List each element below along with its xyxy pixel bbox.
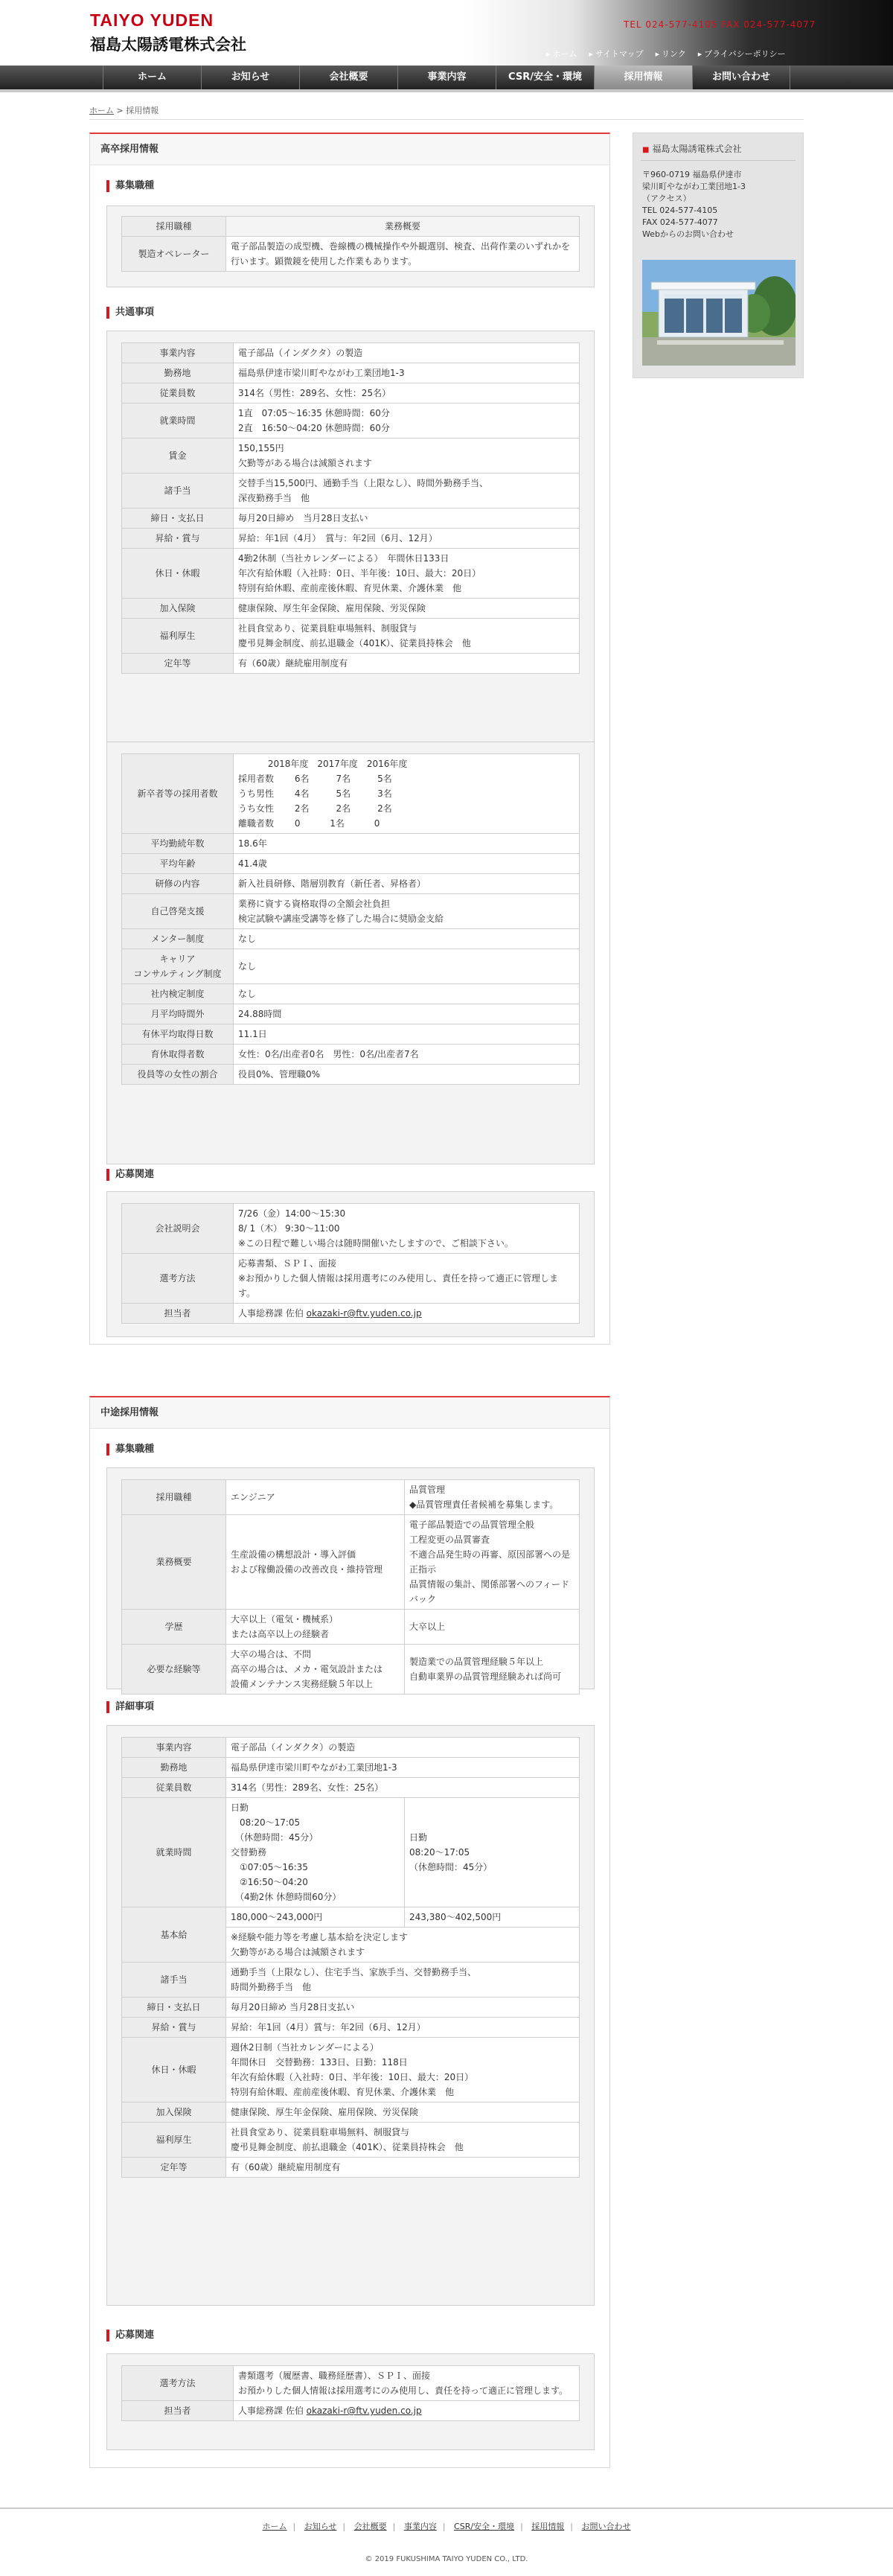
- row-value-text: 社員食堂あり、従業員駐車場無料、制服貸与 慶弔見舞金制度、前払退職金（401K）、従業員持株会 他: [238, 623, 471, 648]
- nav-business[interactable]: 事業内容: [397, 66, 496, 89]
- stats-table: [121, 753, 580, 1085]
- footer-recruit[interactable]: 採用情報: [531, 2522, 565, 2531]
- email-link[interactable]: okazaki-r@ftv.yuden.co.jp: [306, 1308, 422, 1319]
- row-value: 週休2日制（当社カレンダーによる） 年間休日 交替勤務：133日、日勤：118日 年次有給休暇（入社時：0日、半年後：10日、最大：20日） 特別有給休暇、産前産後休暇、育児休業、介護休業 他: [226, 2038, 580, 2102]
- row-value-text: 150,155円 欠勤等がある場合は減額されます: [238, 443, 373, 468]
- table-row: [122, 894, 580, 929]
- newgrad-apply-heading: 応募関連: [106, 1169, 154, 1181]
- row-label: 休日・休暇: [122, 549, 234, 599]
- table-row: [122, 439, 580, 474]
- row-value-text: 役員0%、管理職0%: [238, 1069, 321, 1080]
- row-value: [234, 404, 580, 439]
- row-label: 必要な経験等: [122, 1645, 226, 1695]
- row-label: 学歴: [122, 1610, 226, 1645]
- row-value-text: 2018年度 2017年度 2016年度 採用者数 6名 7名 5名 うち男性 4名 5名 3名 うち女性 2名 2名 2名 離職者数 0 1名 0: [238, 759, 408, 829]
- mid-detail-table: [121, 1737, 580, 2178]
- row-label: 締日・支払日: [122, 508, 234, 529]
- midcareer-panel: [89, 1396, 610, 2468]
- row-value-text: 41.4歳: [238, 858, 267, 869]
- row-value-engineer: 大卒以上（電気・機械系） または高卒以上の経験者: [226, 1610, 405, 1645]
- row-value-text: 有（60歳）継続雇用制度有: [238, 658, 348, 669]
- util-link-link[interactable]: ▶ リンク: [656, 48, 686, 60]
- nav-home[interactable]: ホーム: [103, 66, 201, 89]
- row-label: 従業員数: [122, 383, 234, 404]
- row-label: 加入保険: [122, 2102, 226, 2123]
- newgrad-panel: [89, 133, 610, 1345]
- row-label: 福利厚生: [122, 619, 234, 654]
- company-name[interactable]: 福島太陽誘電株式会社: [90, 36, 246, 54]
- row-value: [234, 1204, 580, 1254]
- row-value-text: 新入社員研修、階層別教育（新任者、昇格者）: [238, 879, 426, 889]
- footer-home[interactable]: ホーム: [262, 2522, 287, 2531]
- table-row: [122, 2158, 580, 2178]
- row-value-quality: 大卒以上: [405, 1610, 580, 1645]
- table-row: [122, 1024, 580, 1045]
- table-row: [122, 929, 580, 949]
- table-row: [122, 1778, 580, 1798]
- row-label: 従業員数: [122, 1778, 226, 1798]
- common-table: [121, 342, 580, 674]
- row-value: [234, 654, 580, 674]
- row-value: [234, 2401, 580, 2421]
- util-privacy-link[interactable]: ▶ プライバシーポリシー: [698, 48, 786, 60]
- table-row: [122, 1254, 580, 1304]
- row-label: 賃金: [122, 439, 234, 474]
- row-label: キャリア コンサルティング制度: [122, 949, 234, 984]
- breadcrumb-separator: >: [114, 106, 127, 115]
- row-value: [234, 549, 580, 599]
- newgrad-title: 高卒採用情報: [90, 134, 609, 165]
- table-row: [122, 984, 580, 1004]
- table-row: [122, 2038, 580, 2102]
- sidebar-divider: [641, 160, 796, 161]
- row-value-quality: 品質管理 ◆品質管理責任者候補を募集します。: [405, 1480, 580, 1515]
- row-value-text: 書類選考（履歴書、職務経歴書）、ＳＰＩ、面接 お預かりした個人情報は採用選考にのみ使用し、責任を持って適正に管理します。: [238, 2371, 569, 2396]
- nav-divider: [0, 89, 893, 92]
- util-sitemap-link[interactable]: ▶ サイトマップ: [589, 48, 643, 60]
- row-value: [234, 1304, 580, 1324]
- row-label: 勤務地: [122, 1758, 226, 1778]
- row-value-text: 4勤2休制（当社カレンダーによる） 年間休日133日 年次有給休暇（入社時：0日、半年後：10日、最大：20日） 特別有給休暇、産前産後休暇、育児休業、介護休業 他: [238, 553, 481, 593]
- col-job: 採用職種: [122, 217, 226, 237]
- row-value: [234, 363, 580, 383]
- footer-company[interactable]: 会社概要: [353, 2522, 387, 2531]
- row-value: [234, 1254, 580, 1304]
- util-home-link[interactable]: ▶ ホーム: [546, 48, 577, 60]
- breadcrumb: [89, 104, 159, 116]
- row-value: 有（60歳）継続雇用制度有: [226, 2158, 580, 2178]
- row-value: [234, 754, 580, 834]
- mid-detail-heading: 詳細事項: [106, 1701, 154, 1713]
- row-label: 事業内容: [122, 343, 234, 363]
- row-value-engineer: 大卒の場合は、不問 高卒の場合は、メカ・電気設計または 設備メンテナンス実務経験５年以上: [226, 1645, 405, 1695]
- row-value: [234, 929, 580, 949]
- row-value: 昇給：年1回（4月）賞与：年2回（6月、12月）: [226, 2018, 580, 2038]
- row-label: 研修の内容: [122, 874, 234, 894]
- table-row: [122, 949, 580, 984]
- company-sidebar: [633, 133, 804, 378]
- row-label: 会社説明会: [122, 1204, 234, 1254]
- table-row: [122, 1998, 580, 2018]
- table-row: [122, 754, 580, 834]
- row-label: 就業時間: [122, 1798, 226, 1907]
- nav-news[interactable]: お知らせ: [201, 66, 299, 89]
- building-photo: [642, 260, 796, 366]
- row-value-engineer: 生産設備の構想設計・導入評価 および稼働設備の改善改良・維持管理: [226, 1515, 405, 1610]
- midcareer-title: 中途採用情報: [90, 1397, 609, 1429]
- building-illustration: [642, 260, 796, 366]
- table-row: [122, 1515, 580, 1610]
- sidebar-company-info[interactable]: 〒960-0719 福島県伊達市 梁川町やながわ工業団地1-3 （アクセス） TEL 024-577-4105 FAX 024-577-4077 Webからのお問い合わせ: [642, 170, 746, 239]
- row-value-text: 福島県伊達市梁川町やながわ工業団地1-3: [238, 368, 405, 378]
- breadcrumb-home[interactable]: ホーム: [89, 106, 114, 115]
- table-row: [122, 2366, 580, 2401]
- brand-logo[interactable]: TAIYO YUDEN: [90, 10, 214, 30]
- row-value-text: 電子部品（インダクタ）の製造: [238, 348, 363, 358]
- newgrad-apply-table: [121, 1203, 580, 1324]
- row-value-quality: 電子部品製造での品質管理全般 工程変更の品質審査 不適合品発生時の再審、原因部署への是正指示 品質情報の集計、関係部署へのフィードバック: [405, 1515, 580, 1610]
- row-label: 事業内容: [122, 1738, 226, 1758]
- row-value: [234, 1045, 580, 1065]
- row-label: 加入保険: [122, 599, 234, 619]
- site-header: [0, 0, 893, 66]
- nav-recruit[interactable]: 採用情報: [594, 66, 692, 89]
- table-row: [122, 1045, 580, 1065]
- table-row: [122, 1798, 580, 1907]
- utility-nav: [534, 48, 786, 60]
- row-label: 役員等の女性の割合: [122, 1065, 234, 1085]
- mid-recruit-table: [121, 1479, 580, 1695]
- table-row: [122, 1963, 580, 1998]
- row-label: 締日・支払日: [122, 1998, 226, 2018]
- row-value-engineer: エンジニア: [226, 1480, 405, 1515]
- table-row: [122, 2018, 580, 2038]
- row-value: [234, 508, 580, 529]
- row-value: 通勤手当（上限なし）、住宅手当、家族手当、交替勤務手当、 時間外勤務手当 他: [226, 1963, 580, 1998]
- row-value-text: なし: [238, 961, 257, 972]
- row-label: 平均年齢: [122, 854, 234, 874]
- row-value: 314名（男性：289名、女性：25名）: [226, 1778, 580, 1798]
- footer-csr[interactable]: CSR/安全・環境: [454, 2522, 515, 2531]
- newgrad-recruit-heading: 募集職種: [106, 180, 154, 192]
- row-label: 担当者: [122, 1304, 234, 1324]
- row-value: 毎月20日締め 当月28日支払い: [226, 1998, 580, 2018]
- row-label: 休日・休暇: [122, 2038, 226, 2102]
- row-value: [234, 474, 580, 508]
- table-row: [122, 343, 580, 363]
- email-link[interactable]: okazaki-r@ftv.yuden.co.jp: [306, 2406, 422, 2416]
- breadcrumb-current: 採用情報: [126, 106, 159, 115]
- job-name: 製造オペレーター: [122, 237, 226, 272]
- table-row: [122, 1738, 580, 1758]
- row-value: [234, 343, 580, 363]
- hours-engineer: 日勤 08:20～17:05 （休憩時間：45分） 交替勤務 ①07:05～16:35 ②16:50～04:20 （4勤2休 休憩時間60分）: [226, 1798, 405, 1907]
- table-row: [122, 1304, 580, 1324]
- global-nav: [0, 66, 893, 89]
- table-row: [122, 363, 580, 383]
- row-value-text: 健康保険、厚生年金保険、雇用保険、労災保険: [238, 603, 426, 613]
- row-value-text: 11.1日: [238, 1029, 267, 1039]
- header-contact: TEL 024-577-4105 FAX 024-577-4077: [624, 19, 816, 30]
- row-value-text: 314名（男性：289名、女性：25名）: [238, 388, 391, 398]
- row-value-text: 24.88時間: [238, 1009, 282, 1019]
- row-label: 就業時間: [122, 404, 234, 439]
- footer-contact[interactable]: お問い合わせ: [581, 2522, 631, 2531]
- row-value-text: 女性：0名/出産者0名 男性：0名/出産者7名: [238, 1049, 419, 1059]
- table-row: [122, 1204, 580, 1254]
- row-value-text: 18.6年: [238, 838, 267, 849]
- table-row: [122, 549, 580, 599]
- breadcrumb-divider: [89, 119, 804, 120]
- row-value: [234, 894, 580, 929]
- row-label: 採用職種: [122, 1480, 226, 1515]
- table-row: [122, 383, 580, 404]
- table-row: [122, 2102, 580, 2123]
- row-value-text: なし: [238, 989, 257, 999]
- row-value-text: 人事総務課 佐伯: [238, 2406, 307, 2416]
- mid-apply-heading: 応募関連: [106, 2330, 154, 2341]
- row-value-text: 昇給：年1回（4月） 賞与：年2回（6月、12月）: [238, 533, 438, 543]
- row-label: 選考方法: [122, 2366, 234, 2401]
- row-label: 育休取得者数: [122, 1045, 234, 1065]
- row-value: [234, 1004, 580, 1024]
- row-value: [234, 599, 580, 619]
- row-label: 基本給: [122, 1907, 226, 1963]
- table-row: [122, 1004, 580, 1024]
- row-value: [234, 383, 580, 404]
- row-value: [234, 1024, 580, 1045]
- table-row: [122, 529, 580, 549]
- row-value-text: 人事総務課 佐伯: [238, 1308, 307, 1319]
- row-value: 健康保険、厚生年金保険、雇用保険、労災保険: [226, 2102, 580, 2123]
- row-value: [234, 949, 580, 984]
- col-desc: 業務概要: [226, 217, 580, 237]
- footer-nav: ホーム | お知らせ | 会社概要 | 事業内容 | CSR/安全・環境 | 採用情報 | お問い合わせ: [262, 2522, 631, 2531]
- table-row: [122, 404, 580, 439]
- row-value-text: 1直 07:05～16:35 休憩時間：60分 2直 16:50～04:20 休憩時間：60分: [238, 408, 390, 433]
- table-row: [122, 2123, 580, 2158]
- row-label: 勤務地: [122, 363, 234, 383]
- copyright: © 2019 FUKUSHIMA TAIYO YUDEN CO., LTD.: [365, 2555, 528, 2563]
- row-value: 福島県伊達市梁川町やながわ工業団地1-3: [226, 1758, 580, 1778]
- row-value-text: 応募書類、ＳＰＩ、面接 ※お預かりした個人情報は採用選考にのみ使用し、責任を持って適正に管理します。: [238, 1258, 559, 1298]
- salary-engineer: 180,000～243,000円: [226, 1907, 405, 1928]
- table-row: [122, 599, 580, 619]
- row-label: 業務概要: [122, 1515, 226, 1610]
- row-value: [234, 619, 580, 654]
- sidebar-company-name: ■ 福島太陽誘電株式会社: [642, 142, 741, 155]
- salary-quality: 243,380～402,500円: [405, 1907, 580, 1928]
- table-row: [122, 1907, 580, 1928]
- table-row: [122, 474, 580, 508]
- row-label: 自己啓発支援: [122, 894, 234, 929]
- nav-contact[interactable]: お問い合わせ: [692, 66, 790, 89]
- table-row: [122, 1645, 580, 1695]
- row-value-text: 毎月20日締め 当月28日支払い: [238, 513, 368, 523]
- row-label: 社内検定制度: [122, 984, 234, 1004]
- row-label: 選考方法: [122, 1254, 234, 1304]
- row-value: 電子部品（インダクタ）の製造: [226, 1738, 580, 1758]
- row-label: 福利厚生: [122, 2123, 226, 2158]
- row-value-text: なし: [238, 934, 257, 944]
- footer-business[interactable]: 事業内容: [403, 2522, 437, 2531]
- row-label: 昇給・賞与: [122, 529, 234, 549]
- row-label: 諸手当: [122, 474, 234, 508]
- footer-divider: [0, 2508, 893, 2509]
- row-value: [234, 854, 580, 874]
- table-row: [122, 854, 580, 874]
- row-value: [234, 1065, 580, 1085]
- row-label: メンター制度: [122, 929, 234, 949]
- row-value: 社員食堂あり、従業員駐車場無料、制服貸与 慶弔見舞金制度、前払退職金（401K）、従業員持株会 他: [226, 2123, 580, 2158]
- row-value-quality: 製造業での品質管理経験５年以上 自動車業界の品質管理経験あれば尚可: [405, 1645, 580, 1695]
- row-value-text: 交替手当15,500円、通勤手当（上限なし）、時間外勤務手当、 深夜勤務手当 他: [238, 478, 488, 503]
- table-row: [122, 834, 580, 854]
- table-row: [122, 2401, 580, 2421]
- nav-csr[interactable]: CSR/安全・環境: [496, 66, 594, 89]
- row-label: 担当者: [122, 2401, 234, 2421]
- salary-note: ※経験や能力等を考慮し基本給を決定します 欠勤等がある場合は減額されます: [226, 1928, 580, 1963]
- row-value: [234, 439, 580, 474]
- row-value-text: 7/26（金）14:00～15:30 8/ 1（木） 9:30～11:00 ※この日程で難しい場合は随時開催いたしますので、ご相談下さい。: [238, 1208, 513, 1249]
- row-label: 定年等: [122, 2158, 226, 2178]
- newgrad-recruit-table: [121, 216, 580, 272]
- common-heading: 共通事項: [106, 307, 154, 319]
- row-value: [234, 834, 580, 854]
- row-label: 定年等: [122, 654, 234, 674]
- job-desc: 電子部品製造の成型機、巻線機の機械操作や外観選別、検査、出荷作業のいずれかを行います。顕微鏡を使用した作業もあります。: [226, 237, 580, 272]
- row-value: [234, 529, 580, 549]
- row-label: 平均勤続年数: [122, 834, 234, 854]
- hours-quality: 日勤 08:20～17:05 （休憩時間：45分）: [405, 1798, 580, 1907]
- row-value: [234, 984, 580, 1004]
- row-value: [234, 874, 580, 894]
- table-row: [122, 1480, 580, 1515]
- table-row: [122, 1065, 580, 1085]
- footer-news[interactable]: お知らせ: [304, 2522, 337, 2531]
- mid-recruit-heading: 募集職種: [106, 1444, 154, 1456]
- row-label: 新卒者等の採用者数: [122, 754, 234, 834]
- nav-company[interactable]: 会社概要: [299, 66, 397, 89]
- row-value: [234, 2366, 580, 2401]
- table-row: [122, 508, 580, 529]
- row-label: 有休平均取得日数: [122, 1024, 234, 1045]
- table-row: [122, 619, 580, 654]
- row-value-text: 業務に資する資格取得の全額会社負担 検定試験や講座受講等を修了した場合に奨励金支給: [238, 899, 444, 924]
- row-label: 諸手当: [122, 1963, 226, 1998]
- table-row: [122, 654, 580, 674]
- mid-apply-table: [121, 2365, 580, 2421]
- table-row: [122, 874, 580, 894]
- table-row: [122, 1610, 580, 1645]
- row-label: 月平均時間外: [122, 1004, 234, 1024]
- row-label: 昇給・賞与: [122, 2018, 226, 2038]
- table-row: [122, 1758, 580, 1778]
